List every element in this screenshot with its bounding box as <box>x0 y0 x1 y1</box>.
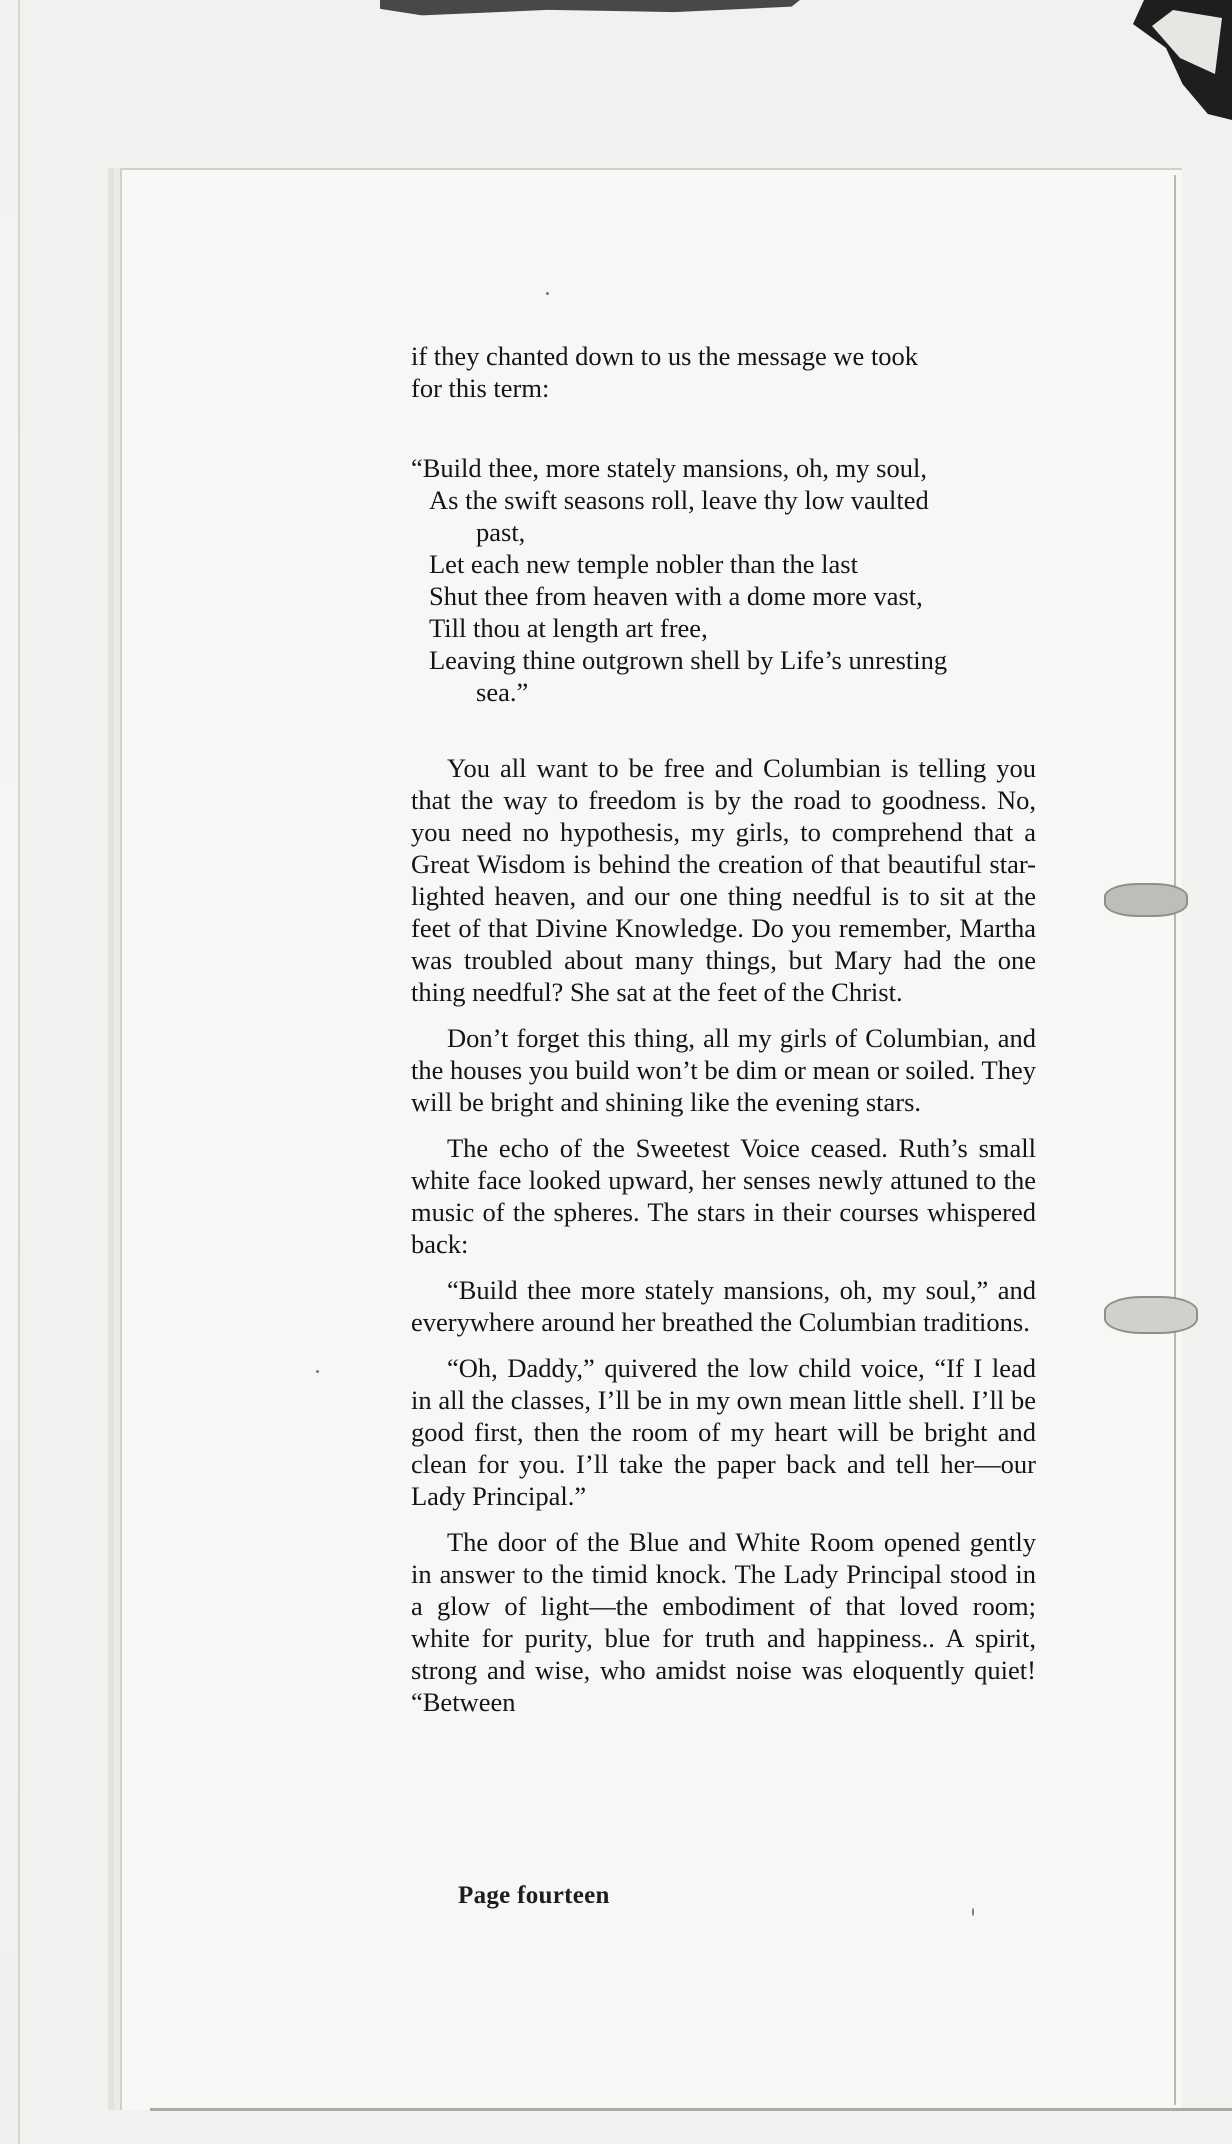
page-right-edge <box>1174 175 1176 2105</box>
page-number-label: Page fourteen <box>458 1882 610 1909</box>
spacer <box>411 1512 1036 1526</box>
paper-speck <box>546 292 549 295</box>
paper-speck <box>972 1908 974 1916</box>
paragraph: The echo of the Sweetest Voice ceased. Ruth’s small white face looked upward, her senses newly attuned to the music of the spheres. The stars in their courses whispered back: <box>411 1133 1036 1259</box>
poem-line: sea.” <box>476 677 529 707</box>
binding-hole-upper <box>1104 883 1188 917</box>
poem-line: Till thou at length art free, <box>429 613 708 643</box>
spacer <box>411 1118 1036 1132</box>
body-text <box>411 340 1036 1718</box>
spacer <box>411 1008 1036 1022</box>
paper-speck <box>316 1370 319 1373</box>
poem-line: “Build thee, more stately mansions, oh, my soul, <box>411 453 927 483</box>
poem-line: Shut thee from heaven with a dome more vast, <box>429 581 923 611</box>
spacer <box>411 1260 1036 1274</box>
paragraph: Don’t forget this thing, all my girls of Columbian, and the houses you build won’t be dim or mean or soiled. They will be bright and shining like the evening stars. <box>411 1023 1036 1117</box>
paragraph: “Oh, Daddy,” quivered the low child voice, “If I lead in all the classes, I’ll be in my own mean little shell. I’ll be good first, then the room of my heart will be bright and clean for you. I’ll take the paper back and tell her—our Lady Principal.” <box>411 1353 1036 1511</box>
intro-line: for this term: <box>411 373 550 403</box>
paragraph: “Build thee more stately mansions, oh, my soul,” and everywhere around her breathed the Columbian traditions. <box>411 1275 1036 1337</box>
poem-line: past, <box>476 517 526 547</box>
poem-line: As the swift seasons roll, leave thy low vaulted <box>429 485 929 515</box>
poem-quote <box>411 452 1036 708</box>
spacer <box>411 708 1036 752</box>
spacer <box>411 404 1036 452</box>
intro-line: if they chanted down to us the message we took <box>411 341 919 371</box>
page-bottom-edge <box>150 2108 1232 2111</box>
poem-line: Let each new temple nobler than the last <box>429 549 858 579</box>
paragraph: The door of the Blue and White Room opened gently in answer to the timid knock. The Lady Principal stood in a glow of light—the embodiment of that loved room; white for purity, blue for truth and happiness.. A spirit, strong and wise, who amidst noise was eloquently quiet! “Between <box>411 1527 1036 1717</box>
paragraph: You all want to be free and Columbian is telling you that the way to freedom is by the road to goodness. No, you need no hypothesis, my girls, to comprehend that a Great Wisdom is behind the creation of that beautiful star-lighted heaven, and our one thing needful is to sit at the feet of that Divine Knowledge. Do you remember, Martha was troubled about many things, but Mary had the one thing needful? She sat at the feet of the Christ. <box>411 753 1036 1007</box>
binding-hole-lower <box>1104 1296 1198 1334</box>
spacer <box>411 1338 1036 1352</box>
poem-line: Leaving thine outgrown shell by Life’s unresting <box>429 645 948 675</box>
